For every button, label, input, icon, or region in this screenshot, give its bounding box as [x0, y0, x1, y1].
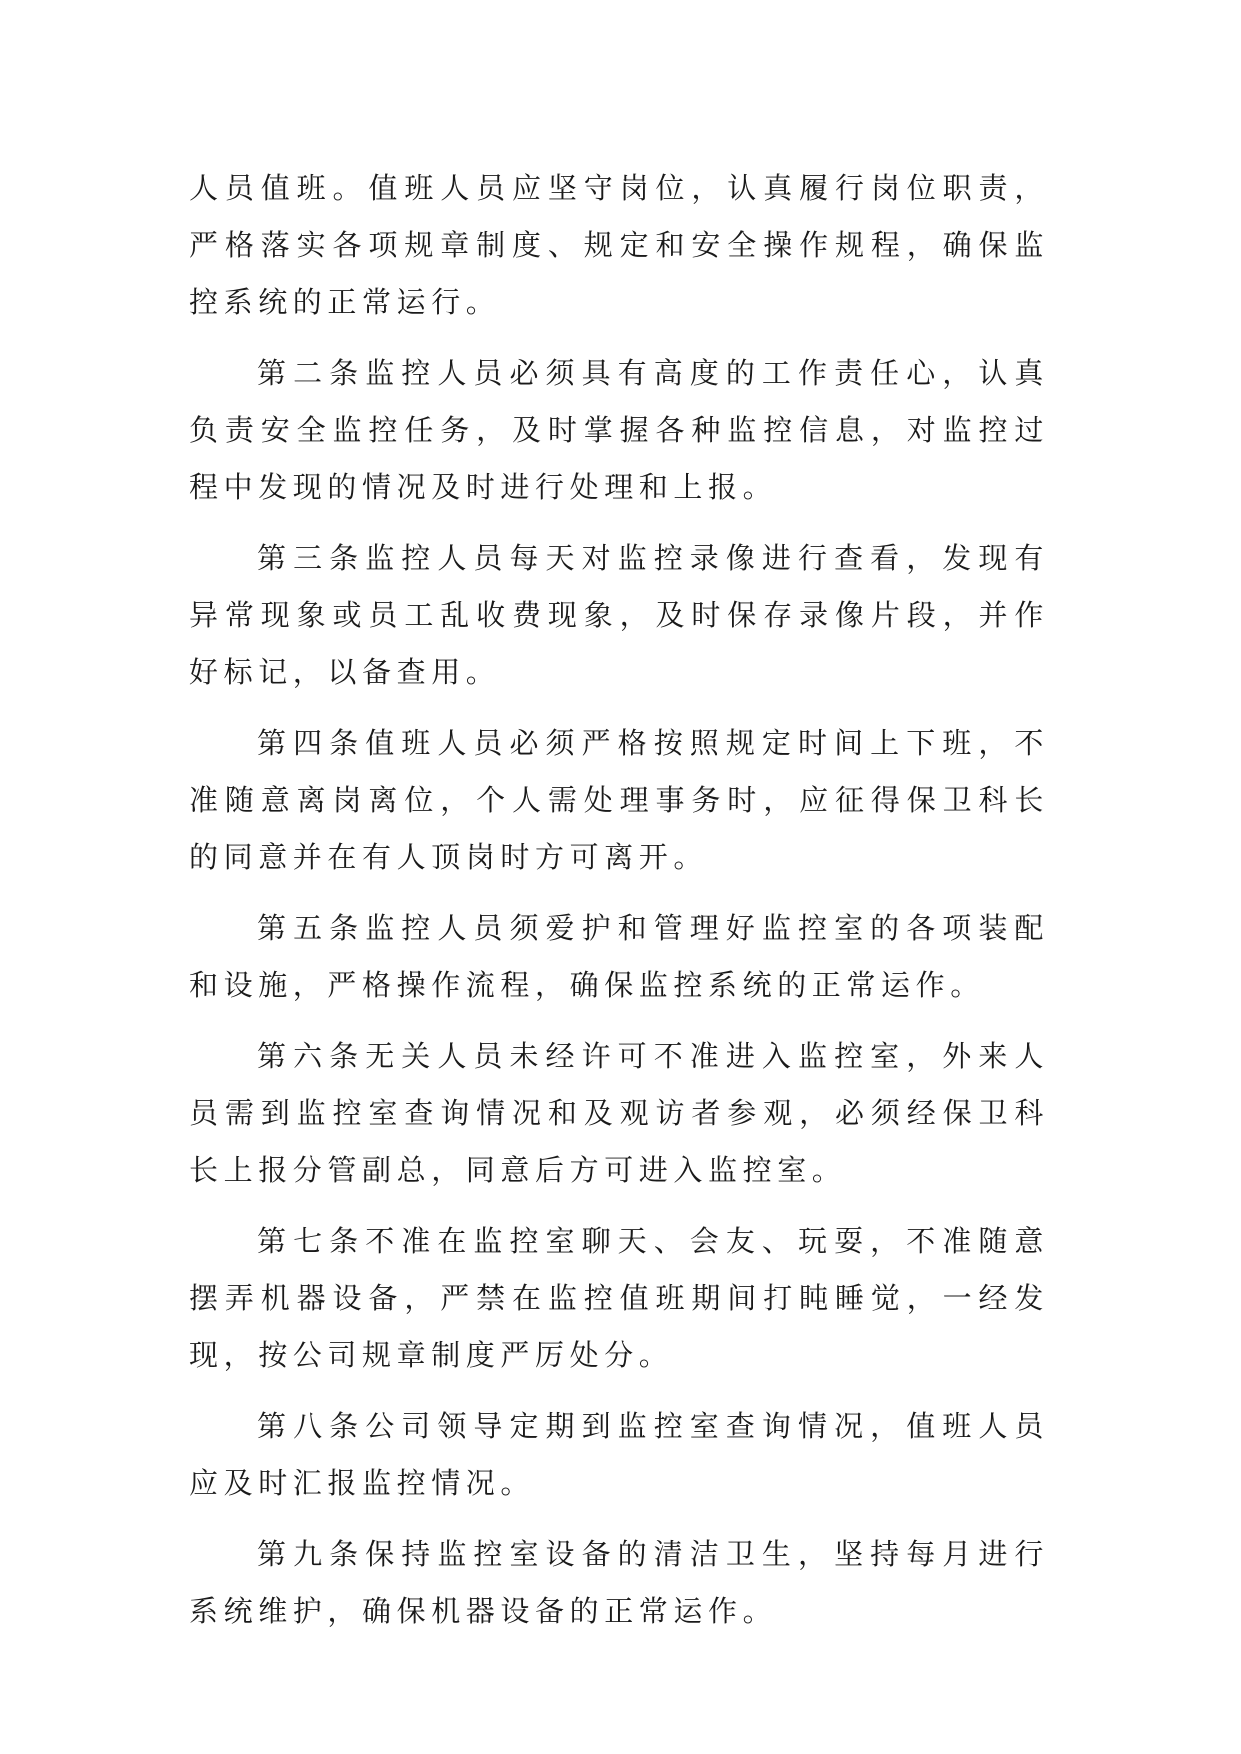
document-body [189, 160, 1049, 1640]
paragraph-article-9: 第九条保持监控室设备的清洁卫生，坚持每月进行系统维护，确保机器设备的正常运作。 [189, 1537, 1049, 1628]
paragraph-article-7: 第七条不准在监控室聊天、会友、玩耍，不准随意摆弄机器设备，严禁在监控值班期间打盹睡觉，一经发现，按公司规章制度严厉处分。 [189, 1224, 1049, 1372]
paragraph-continuation: 人员值班。值班人员应坚守岗位，认真履行岗位职责，严格落实各项规章制度、规定和安全操作规程，确保监控系统的正常运行。 [189, 171, 1049, 319]
paragraph-article-4: 第四条值班人员必须严格按照规定时间上下班，不准随意离岗离位，个人需处理事务时，应征得保卫科长的同意并在有人顶岗时方可离开。 [189, 726, 1049, 874]
paragraph-article-6: 第六条无关人员未经许可不准进入监控室，外来人员需到监控室查询情况和及观访者参观，必须经保卫科长上报分管副总，同意后方可进入监控室。 [189, 1039, 1049, 1187]
paragraph-article-3: 第三条监控人员每天对监控录像进行查看，发现有异常现象或员工乱收费现象，及时保存录像片段，并作好标记，以备查用。 [189, 541, 1049, 689]
paragraph-article-2: 第二条监控人员必须具有高度的工作责任心，认真负责安全监控任务，及时掌握各种监控信息，对监控过程中发现的情况及时进行处理和上报。 [189, 356, 1049, 504]
paragraph-article-5: 第五条监控人员须爱护和管理好监控室的各项装配和设施，严格操作流程，确保监控系统的正常运作。 [189, 911, 1049, 1002]
paragraph-article-8: 第八条公司领导定期到监控室查询情况，值班人员应及时汇报监控情况。 [189, 1409, 1049, 1500]
